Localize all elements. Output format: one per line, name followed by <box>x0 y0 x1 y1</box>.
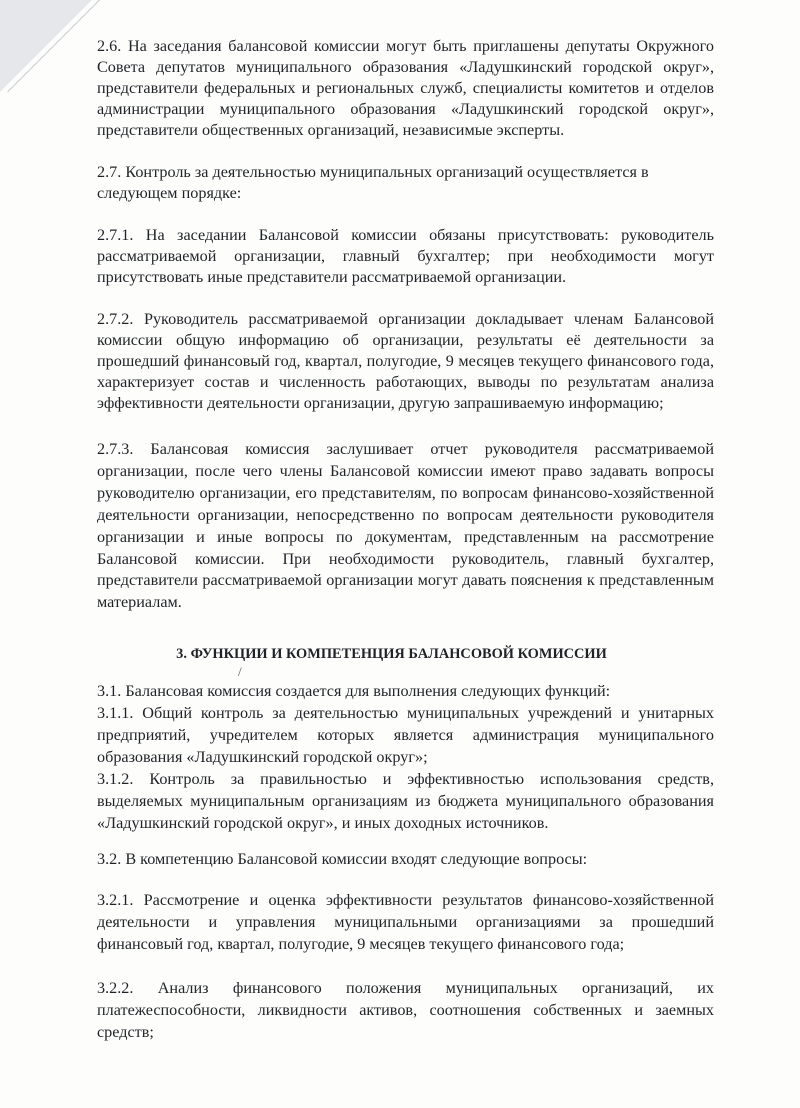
paragraph-3-1-2: 3.1.2. Контроль за правильностью и эффективностью использования средств, выделяемых муниципальным организациям из бюджета муниципального образования «Ладушкинский городской округ», и иных доходных источников. <box>97 770 714 832</box>
paragraph-3-1: 3.1. Балансовая комиссия создается для выполнения следующих функций: <box>97 682 611 700</box>
paragraph-3-2-2: 3.2.2. Анализ финансового положения муниципальных организаций, их платежеспособности, ликвидности активов, соотношения собственных и заемных средств; <box>97 979 714 1041</box>
pen-tick-mark: / <box>238 664 242 679</box>
paragraph-3-2-1: 3.2.1. Рассмотрение и оценка эффективности результатов финансово-хозяйственной деятельности и управления муниципальными организациями за прошедший финансовый год, квартал, полугодие, 9 месяцев текущего финансового года; <box>97 891 714 953</box>
section-3-heading: 3. ФУНКЦИИ И КОМПЕТЕНЦИЯ БАЛАНСОВОЙ КОМИССИИ <box>176 646 607 662</box>
paragraph-2-7-3: 2.7.3. Балансовая комиссия заслушивает отчет руководителя рассматриваемой организации, после чего члены Балансовой комиссии имеют право задавать вопросы руководителю организации, его представителям, по вопросам финансово-хозяйственной деятельности организации, непосредственно по вопросам деятельности руководителя организации и иные вопросы по документам, представленным на рассмотрение Балансовой комиссии. При необходимости руководитель, главный бухгалтер, представители рассматриваемой организации могут давать пояснения к представленным материалам. <box>97 440 714 612</box>
paragraph-2-7: 2.7. Контроль за деятельностью муниципальных организаций осуществляется в следующем порядке: <box>97 163 649 202</box>
paragraph-2-7-2: 2.7.2. Руководитель рассматриваемой организации докладывает членам Балансовой комиссии общую информацию об организации, результаты её деятельности за прошедший финансовый год, квартал, полугодие, 9 месяцев текущего финансового года, характеризует состав и численность работающих, выводы по результатам анализа эффективности деятельности организации, другую запрашиваемую информацию; <box>97 310 714 412</box>
paragraph-2-6: 2.6. На заседания балансовой комиссии могут быть приглашены депутаты Окружного Совета депутатов муниципального образования «Ладушкинский городской округ», представители федеральных и региональных служб, специалисты комитетов и отделов администрации муниципального образования «Ладушкинский городской округ», представители общественных организаций, независимые эксперты. <box>97 37 714 139</box>
paragraph-2-7-1: 2.7.1. На заседании Балансовой комиссии обязаны присутствовать: руководитель рассматриваемой организации, главный бухгалтер; при необходимости могут присутствовать иные представители рассматриваемой организации. <box>97 226 714 286</box>
folded-corner <box>0 0 92 92</box>
paragraph-3-1-1: 3.1.1. Общий контроль за деятельностью муниципальных учреждений и унитарных предприятий, учредителем которых является администрация муниципального образования «Ладушкинский городской округ»; <box>97 704 714 766</box>
paragraph-3-2: 3.2. В компетенцию Балансовой комиссии входят следующие вопросы: <box>97 850 588 868</box>
